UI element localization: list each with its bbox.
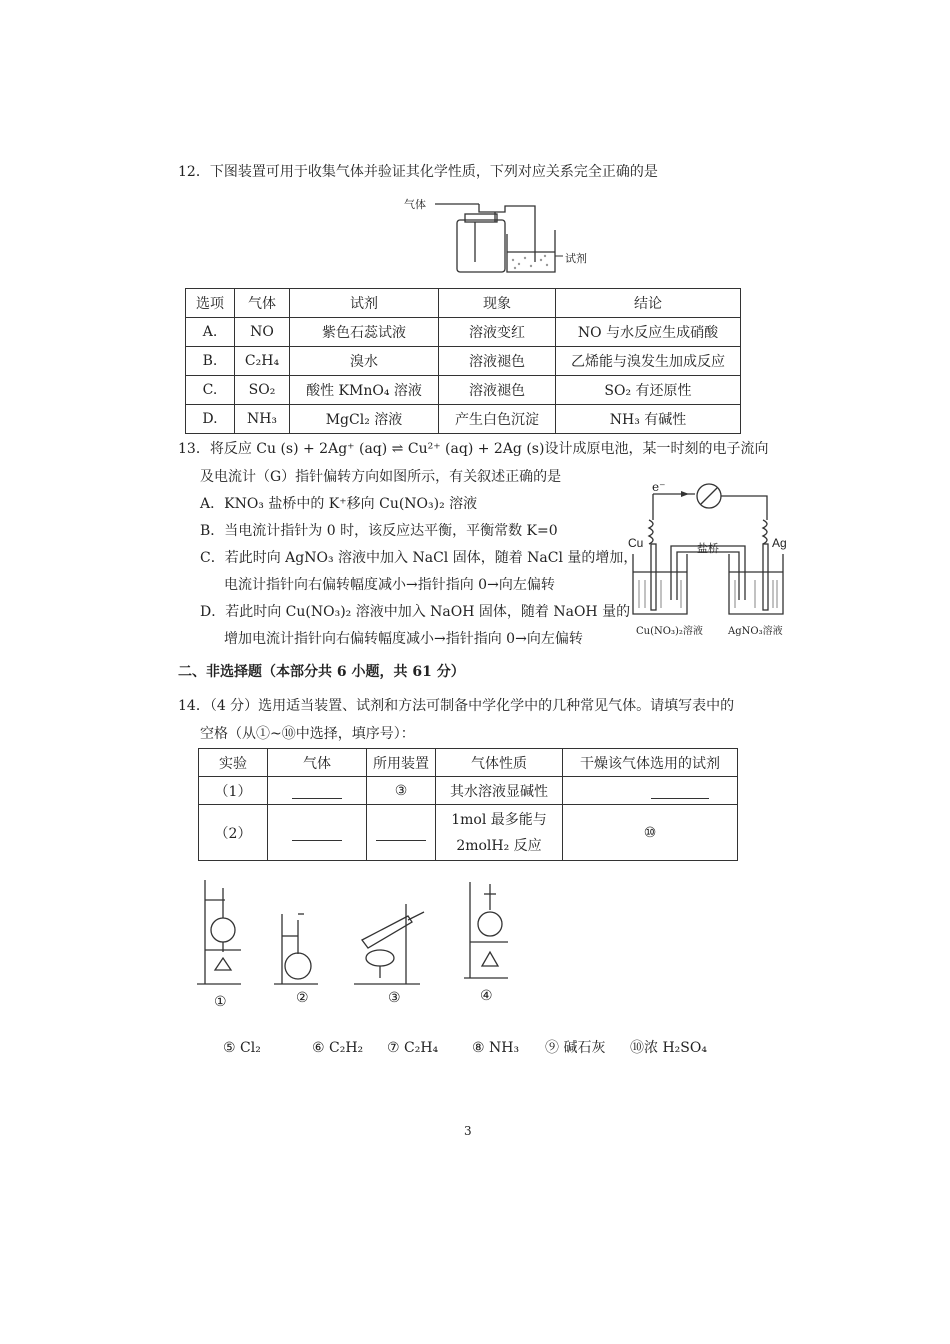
table-cell: NH₃ [235,405,290,434]
fig-reagent-label: 试剂 [565,252,587,265]
q14-stem-line2: 空格（从①~⑩中选择，填序号）： [200,726,415,742]
row2-property-line1: 1mol 最多能与 [451,811,547,828]
row2-property-line2: 2molH₂ 反应 [456,837,542,854]
q14-header-property: 气体性质 [436,749,563,777]
table-row [199,777,738,805]
answer-blank-gas-2[interactable] [268,805,367,861]
q14-header-drying-reagent: 干燥该气体选用的试剂 [563,749,738,777]
q13-stem-line1: 13．将反应 Cu (s) + 2Ag⁺ (aq) ⇌ Cu²⁺ (aq) + 2Ag (s)设计成原电池，某一时刻的电子流向 [178,441,769,457]
q12-header-option: 选项 [186,289,235,318]
fig-right-solution-label: AgNO₃溶液 [728,626,783,637]
table-cell: 溶液褪色 [439,376,556,405]
table-cell: 溶液褪色 [439,347,556,376]
q14-table [198,748,738,861]
apparatus-3-drawing [350,898,430,990]
choice-9: ⑨ 碱石灰 [545,1040,606,1056]
table-cell [436,805,563,861]
table-row [186,376,741,405]
answer-blank-dry-1[interactable] [563,777,738,805]
q12-header-phenomenon: 现象 [439,289,556,318]
answer-blank-gas-1[interactable] [268,777,367,805]
table-cell: NO [235,318,290,347]
apparatus-label-1: ① [214,994,227,1010]
q14-header-device: 所用装置 [367,749,436,777]
answer-blank-device-2[interactable] [367,805,436,861]
page-number: 3 [464,1124,472,1138]
q14-stem-line1: 14．（4 分）选用适当装置、试剂和方法可制备中学化学中的几种常见气体。请填写表中的 [178,698,735,714]
fig-electron-label: e⁻ [652,480,666,494]
table-cell: 溴水 [290,347,439,376]
q13-option-d-line2: 增加电流计指针向右偏转幅度减小→指针指向 0→向左偏转 [224,631,583,647]
table-cell: A. [186,318,235,347]
choice-5: ⑤ Cl₂ [223,1040,261,1056]
q13-option-c-line2: 电流计指针向右偏转幅度减小→指针指向 0→向左偏转 [224,577,555,593]
table-cell: ③ [367,777,436,805]
q12-table [185,288,741,434]
q14-header-experiment: 实验 [199,749,268,777]
q13-option-d-line1: D．若此时向 Cu(NO₃)₂ 溶液中加入 NaOH 固体，随着 NaOH 量的 [200,604,631,620]
table-cell: MgCl₂ 溶液 [290,405,439,434]
choice-6: ⑥ C₂H₂ [312,1040,364,1056]
q13-stem-line2: 及电流计（G）指针偏转方向如图所示，有关叙述正确的是 [200,469,562,485]
table-cell: SO₂ [235,376,290,405]
table-row [186,405,741,434]
q13-option-b: B．当电流计指针为 0 时，该反应达平衡，平衡常数 K=0 [200,523,558,539]
table-cell: C. [186,376,235,405]
apparatus-4-drawing [462,880,512,984]
q12-header-conclusion: 结论 [556,289,741,318]
choice-8: ⑧ NH₃ [472,1040,520,1056]
fig-ag-label: Ag [772,536,787,550]
table-cell: D. [186,405,235,434]
apparatus-2-drawing [272,912,322,990]
table-row [186,318,741,347]
table-cell: 溶液变红 [439,318,556,347]
section-2-heading: 二、非选择题（本部分共 6 小题，共 61 分） [178,664,465,680]
table-cell: NH₃ 有碱性 [556,405,741,434]
apparatus-label-4: ④ [480,988,493,1004]
table-cell: 紫色石蕊试液 [290,318,439,347]
table-cell: 产生白色沉淀 [439,405,556,434]
q12-stem: 12．下图装置可用于收集气体并验证其化学性质，下列对应关系完全正确的是 [178,164,658,180]
choice-10: ⑩浓 H₂SO₄ [630,1040,707,1056]
q13-option-c-line1: C．若此时向 AgNO₃ 溶液中加入 NaCl 固体，随着 NaCl 量的增加， [200,550,638,566]
table-cell: NO 与水反应生成硝酸 [556,318,741,347]
q14-header-gas: 气体 [268,749,367,777]
fig-cu-label: Cu [628,536,644,550]
fig-left-solution-label: Cu(NO₃)₂溶液 [636,626,703,637]
q12-header-reagent: 试剂 [290,289,439,318]
table-cell: SO₂ 有还原性 [556,376,741,405]
table-cell: 其水溶液显碱性 [436,777,563,805]
fig-gas-label: 气体 [404,198,426,211]
table-cell: （2） [199,805,268,861]
choice-7: ⑦ C₂H₄ [387,1040,439,1056]
table-row [199,805,738,861]
fig-bridge-label: 盐桥 [697,542,719,555]
table-cell: （1） [199,777,268,805]
apparatus-1-drawing [195,878,245,990]
table-cell: 酸性 KMnO₄ 溶液 [290,376,439,405]
q12-header-gas: 气体 [235,289,290,318]
table-cell: ⑩ [563,805,738,861]
apparatus-label-2: ② [296,990,309,1006]
apparatus-label-3: ③ [388,990,401,1006]
q13-option-a: A．KNO₃ 盐桥中的 K⁺移向 Cu(NO₃)₂ 溶液 [200,496,478,512]
table-cell: C₂H₄ [235,347,290,376]
table-row [186,347,741,376]
table-cell: B. [186,347,235,376]
table-cell: 乙烯能与溴发生加成反应 [556,347,741,376]
